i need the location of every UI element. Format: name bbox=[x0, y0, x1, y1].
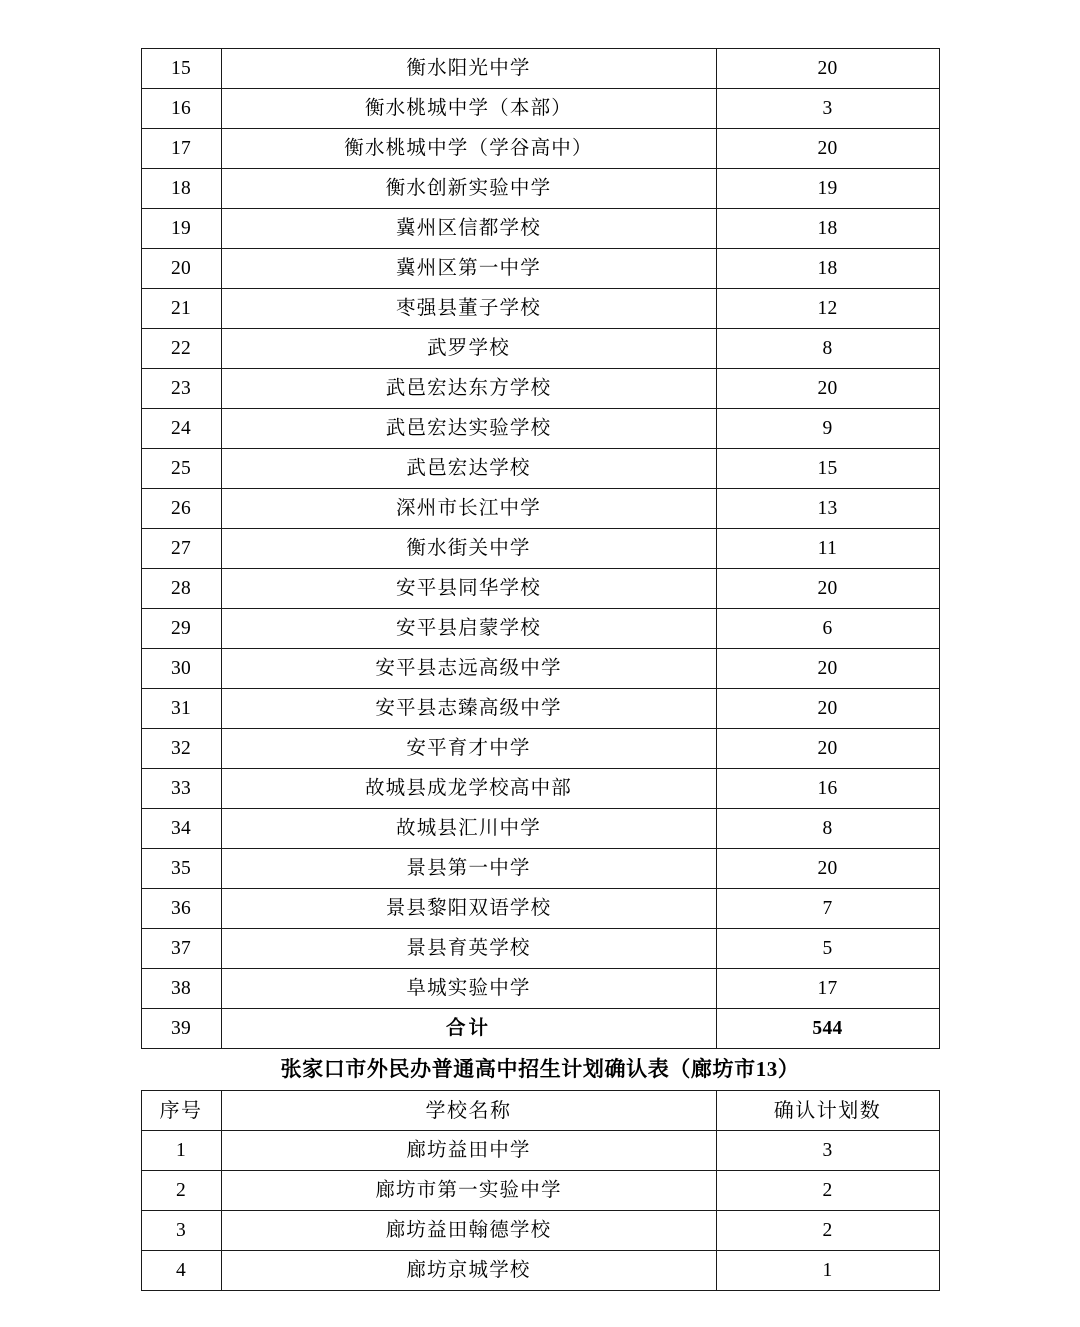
table-row bbox=[141, 329, 939, 369]
cell-index: 26 bbox=[141, 489, 221, 529]
cell-index: 16 bbox=[141, 89, 221, 129]
table-row bbox=[141, 209, 939, 249]
cell-confirmed-plan-count: 5 bbox=[716, 929, 939, 969]
table-row bbox=[141, 89, 939, 129]
cell-confirmed-plan-count: 19 bbox=[716, 169, 939, 209]
table-row bbox=[141, 729, 939, 769]
table-row bbox=[141, 1171, 939, 1211]
table-row bbox=[141, 689, 939, 729]
cell-confirmed-plan-count: 12 bbox=[716, 289, 939, 329]
cell-index: 27 bbox=[141, 529, 221, 569]
table-row bbox=[141, 769, 939, 809]
cell-confirmed-plan-count: 9 bbox=[716, 409, 939, 449]
admission-plan-table-continued bbox=[141, 48, 940, 1049]
cell-confirmed-plan-count: 1 bbox=[716, 1251, 939, 1291]
table-row bbox=[141, 649, 939, 689]
column-header-index: 序号 bbox=[141, 1091, 221, 1131]
cell-index: 18 bbox=[141, 169, 221, 209]
cell-index: 31 bbox=[141, 689, 221, 729]
cell-school-name: 衡水创新实验中学 bbox=[221, 169, 716, 209]
cell-school-name: 深州市长江中学 bbox=[221, 489, 716, 529]
cell-school-name: 枣强县董子学校 bbox=[221, 289, 716, 329]
cell-school-name: 衡水桃城中学（本部） bbox=[221, 89, 716, 129]
cell-school-name: 景县育英学校 bbox=[221, 929, 716, 969]
cell-school-name: 廊坊益田翰德学校 bbox=[221, 1211, 716, 1251]
cell-confirmed-plan-count: 11 bbox=[716, 529, 939, 569]
cell-index: 37 bbox=[141, 929, 221, 969]
cell-index: 34 bbox=[141, 809, 221, 849]
cell-index: 3 bbox=[141, 1211, 221, 1251]
cell-school-name: 安平县启蒙学校 bbox=[221, 609, 716, 649]
table-row bbox=[141, 809, 939, 849]
table-row bbox=[141, 889, 939, 929]
cell-confirmed-plan-count: 20 bbox=[716, 649, 939, 689]
table-one-body bbox=[141, 49, 939, 1049]
admission-plan-table-langfang bbox=[141, 1090, 940, 1291]
cell-confirmed-plan-count: 20 bbox=[716, 729, 939, 769]
cell-confirmed-plan-count: 7 bbox=[716, 889, 939, 929]
cell-index: 20 bbox=[141, 249, 221, 289]
cell-school-name: 衡水阳光中学 bbox=[221, 49, 716, 89]
cell-index: 22 bbox=[141, 329, 221, 369]
cell-index: 29 bbox=[141, 609, 221, 649]
cell-confirmed-plan-count: 15 bbox=[716, 449, 939, 489]
cell-index: 35 bbox=[141, 849, 221, 889]
cell-index: 17 bbox=[141, 129, 221, 169]
table-two-body bbox=[141, 1091, 939, 1291]
table-header-row bbox=[141, 1091, 939, 1131]
cell-school-name: 冀州区信都学校 bbox=[221, 209, 716, 249]
table-row bbox=[141, 449, 939, 489]
cell-index: 33 bbox=[141, 769, 221, 809]
cell-index: 21 bbox=[141, 289, 221, 329]
cell-confirmed-plan-count: 3 bbox=[716, 1131, 939, 1171]
cell-confirmed-plan-count: 18 bbox=[716, 249, 939, 289]
cell-confirmed-plan-count: 8 bbox=[716, 329, 939, 369]
table-row bbox=[141, 529, 939, 569]
cell-index: 30 bbox=[141, 649, 221, 689]
cell-index: 32 bbox=[141, 729, 221, 769]
cell-confirmed-plan-count: 2 bbox=[716, 1171, 939, 1211]
table-row bbox=[141, 369, 939, 409]
cell-confirmed-plan-count: 20 bbox=[716, 849, 939, 889]
cell-index: 25 bbox=[141, 449, 221, 489]
cell-school-name: 武邑宏达实验学校 bbox=[221, 409, 716, 449]
cell-confirmed-plan-count: 2 bbox=[716, 1211, 939, 1251]
table-row bbox=[141, 1131, 939, 1171]
cell-school-name: 阜城实验中学 bbox=[221, 969, 716, 1009]
cell-confirmed-plan-count: 20 bbox=[716, 49, 939, 89]
table-row bbox=[141, 849, 939, 889]
cell-confirmed-plan-count: 20 bbox=[716, 369, 939, 409]
cell-school-name: 安平县同华学校 bbox=[221, 569, 716, 609]
cell-confirmed-plan-count: 8 bbox=[716, 809, 939, 849]
section-heading: 张家口市外民办普通高中招生计划确认表（廊坊市13） bbox=[280, 1057, 800, 1081]
cell-index: 1 bbox=[141, 1131, 221, 1171]
table-row bbox=[141, 1211, 939, 1251]
table-row bbox=[141, 249, 939, 289]
table-two-container bbox=[0, 1090, 1080, 1291]
cell-index: 4 bbox=[141, 1251, 221, 1291]
column-header-school: 学校名称 bbox=[221, 1091, 716, 1131]
cell-confirmed-plan-count: 18 bbox=[716, 209, 939, 249]
table-row bbox=[141, 489, 939, 529]
table-row bbox=[141, 929, 939, 969]
cell-index: 24 bbox=[141, 409, 221, 449]
cell-confirmed-plan-count: 6 bbox=[716, 609, 939, 649]
cell-school-name: 安平县志远高级中学 bbox=[221, 649, 716, 689]
cell-school-name: 廊坊益田中学 bbox=[221, 1131, 716, 1171]
cell-index: 38 bbox=[141, 969, 221, 1009]
cell-index: 23 bbox=[141, 369, 221, 409]
cell-school-name: 故城县汇川中学 bbox=[221, 809, 716, 849]
cell-confirmed-plan-count: 13 bbox=[716, 489, 939, 529]
cell-index: 19 bbox=[141, 209, 221, 249]
cell-confirmed-plan-count: 544 bbox=[716, 1009, 939, 1049]
cell-school-name: 合计 bbox=[221, 1009, 716, 1049]
cell-confirmed-plan-count: 16 bbox=[716, 769, 939, 809]
table-row bbox=[141, 409, 939, 449]
cell-school-name: 故城县成龙学校高中部 bbox=[221, 769, 716, 809]
table-row bbox=[141, 49, 939, 89]
cell-school-name: 安平县志臻高级中学 bbox=[221, 689, 716, 729]
cell-confirmed-plan-count: 20 bbox=[716, 129, 939, 169]
cell-school-name: 冀州区第一中学 bbox=[221, 249, 716, 289]
table-row bbox=[141, 289, 939, 329]
cell-index: 15 bbox=[141, 49, 221, 89]
table-row bbox=[141, 969, 939, 1009]
cell-school-name: 廊坊市第一实验中学 bbox=[221, 1171, 716, 1211]
cell-school-name: 廊坊京城学校 bbox=[221, 1251, 716, 1291]
cell-index: 2 bbox=[141, 1171, 221, 1211]
table-row bbox=[141, 129, 939, 169]
cell-index: 36 bbox=[141, 889, 221, 929]
cell-school-name: 景县第一中学 bbox=[221, 849, 716, 889]
table-row bbox=[141, 569, 939, 609]
cell-school-name: 景县黎阳双语学校 bbox=[221, 889, 716, 929]
cell-confirmed-plan-count: 20 bbox=[716, 569, 939, 609]
cell-school-name: 武邑宏达东方学校 bbox=[221, 369, 716, 409]
cell-school-name: 衡水街关中学 bbox=[221, 529, 716, 569]
cell-confirmed-plan-count: 3 bbox=[716, 89, 939, 129]
cell-confirmed-plan-count: 20 bbox=[716, 689, 939, 729]
cell-school-name: 衡水桃城中学（学谷高中） bbox=[221, 129, 716, 169]
table-total-row bbox=[141, 1009, 939, 1049]
cell-confirmed-plan-count: 17 bbox=[716, 969, 939, 1009]
cell-school-name: 武邑宏达学校 bbox=[221, 449, 716, 489]
cell-school-name: 武罗学校 bbox=[221, 329, 716, 369]
cell-index: 39 bbox=[141, 1009, 221, 1049]
table-row bbox=[141, 169, 939, 209]
table-row bbox=[141, 1251, 939, 1291]
column-header-count: 确认计划数 bbox=[716, 1091, 939, 1131]
cell-school-name: 安平育才中学 bbox=[221, 729, 716, 769]
table-row bbox=[141, 609, 939, 649]
cell-index: 28 bbox=[141, 569, 221, 609]
